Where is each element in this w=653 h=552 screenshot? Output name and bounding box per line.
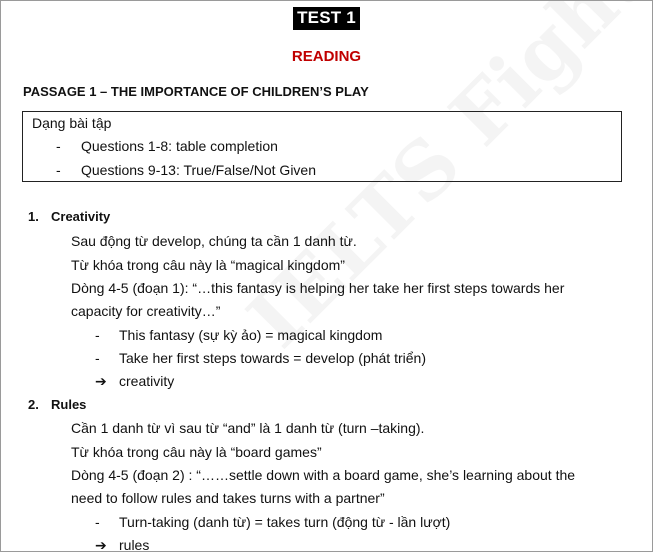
explanation-line: capacity for creativity…” xyxy=(71,303,221,319)
dash-marker: - xyxy=(56,138,61,154)
task-box-heading: Dạng bài tập xyxy=(32,115,112,131)
task-item-text: Questions 1-8: table completion xyxy=(81,138,278,154)
explanation-line: Sau động từ develop, chúng ta cần 1 danh từ. xyxy=(71,233,357,249)
arrow-icon: ➔ xyxy=(95,537,107,552)
answer-text: creativity xyxy=(119,373,175,389)
dash-marker: - xyxy=(56,162,61,178)
test-title: TEST 1 xyxy=(293,7,360,30)
explanation-line: need to follow rules and takes turns with a partner” xyxy=(71,490,385,506)
answer-number: 1. xyxy=(28,209,39,224)
bullet-item xyxy=(95,514,450,530)
arrow-icon: ➔ xyxy=(95,373,107,389)
section-title: READING xyxy=(291,48,362,65)
explanation-line: Từ khóa trong câu này là “magical kingdom” xyxy=(71,257,345,273)
test-title-wrap xyxy=(1,7,652,30)
explanation-line: Dòng 4-5 (đoạn 1): “…this fantasy is helping her take her first steps towards her xyxy=(71,280,565,296)
answer-heading xyxy=(28,209,110,224)
dash-marker: - xyxy=(95,327,100,343)
answer-keyword: Creativity xyxy=(51,209,111,224)
bullet-item xyxy=(95,350,426,366)
task-item xyxy=(56,138,278,154)
answer-heading xyxy=(28,397,86,412)
answer-text: rules xyxy=(119,537,150,552)
task-item-text: Questions 9-13: True/False/Not Given xyxy=(81,162,316,178)
dash-marker: - xyxy=(95,514,100,530)
bullet-text: Turn-taking (danh từ) = takes turn (động từ - lần lượt) xyxy=(119,514,451,530)
bullet-item xyxy=(95,327,382,343)
dash-marker: - xyxy=(95,350,100,366)
answer-number: 2. xyxy=(28,397,39,412)
answer-line xyxy=(95,373,174,390)
answer-keyword: Rules xyxy=(51,397,87,412)
answer-line xyxy=(95,537,149,552)
explanation-line: Từ khóa trong câu này là “board games” xyxy=(71,444,322,460)
explanation-line: Cần 1 danh từ vì sau từ “and” là 1 danh từ (turn –taking). xyxy=(71,420,425,436)
passage-title: PASSAGE 1 – THE IMPORTANCE OF CHILDREN’S PLAY xyxy=(23,84,369,99)
explanation-line: Dòng 4-5 (đoạn 2) : “……settle down with a board game, she’s learning about the xyxy=(71,467,576,483)
bullet-text: This fantasy (sự kỳ ảo) = magical kingdom xyxy=(119,327,383,343)
bullet-text: Take her first steps towards = develop (phát triển) xyxy=(119,350,426,366)
task-type-box xyxy=(22,111,622,182)
task-item xyxy=(56,162,316,178)
